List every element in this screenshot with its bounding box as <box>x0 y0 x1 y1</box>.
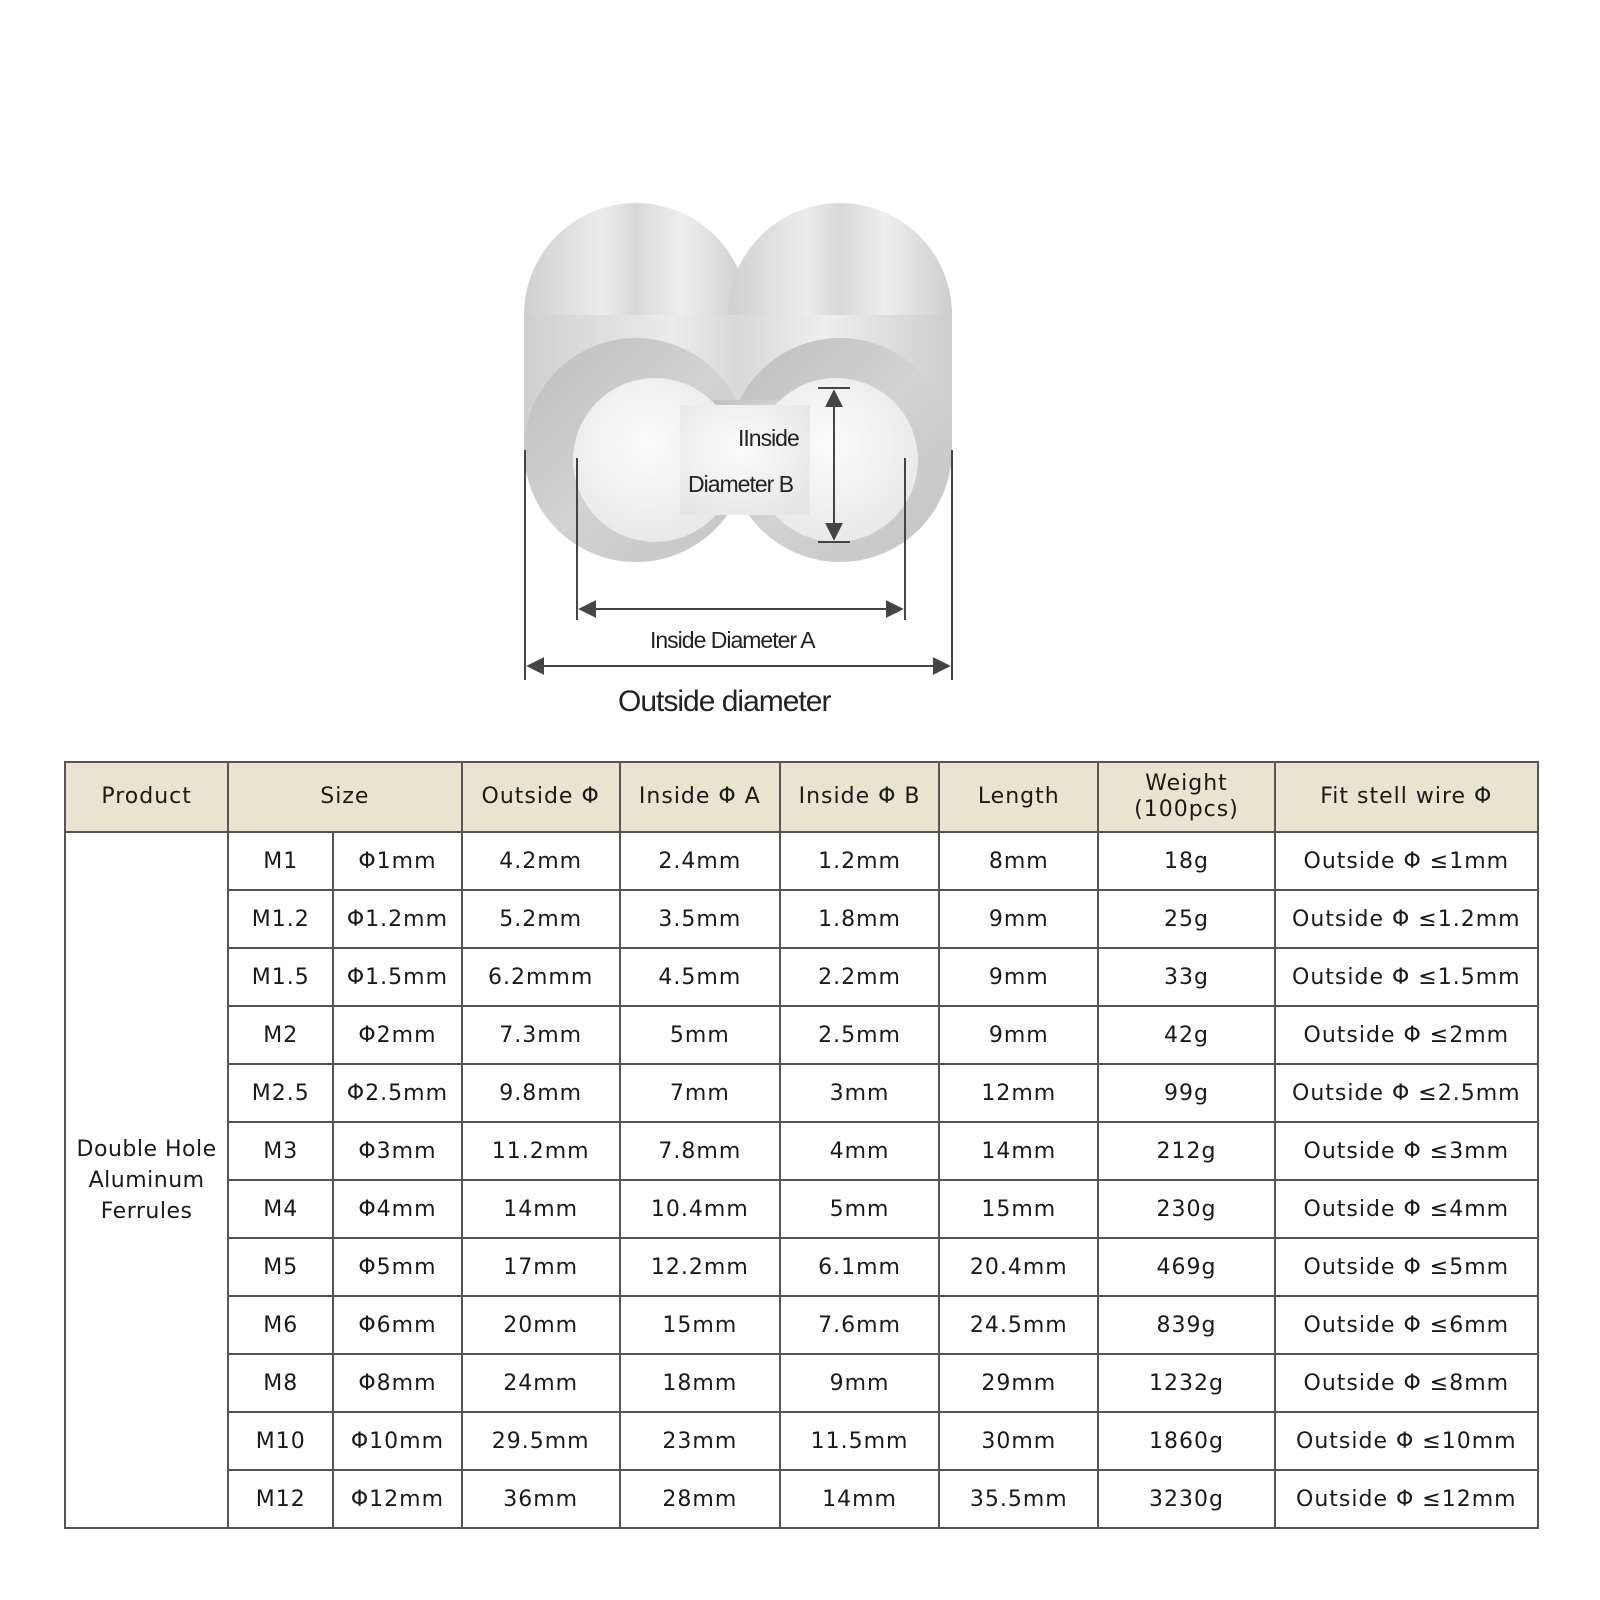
size-cell: Φ2mm <box>333 1006 461 1064</box>
table-row <box>65 832 1538 890</box>
header-outside: Outside Φ <box>462 762 620 832</box>
model-cell: M2.5 <box>228 1064 333 1122</box>
outside-cell: 11.2mm <box>462 1122 620 1180</box>
fit-wire-cell: Outside Φ ≤5mm <box>1275 1238 1538 1296</box>
inside-b-cell: 2.5mm <box>780 1006 939 1064</box>
weight-cell: 469g <box>1098 1238 1274 1296</box>
table-row <box>65 1064 1538 1122</box>
outside-cell: 29.5mm <box>462 1412 620 1470</box>
length-cell: 20.4mm <box>939 1238 1098 1296</box>
size-cell: Φ12mm <box>333 1470 461 1528</box>
size-cell: Φ1.2mm <box>333 890 461 948</box>
inside-b-cell: 5mm <box>780 1180 939 1238</box>
fit-wire-cell: Outside Φ ≤10mm <box>1275 1412 1538 1470</box>
model-cell: M3 <box>228 1122 333 1180</box>
size-cell: Φ2.5mm <box>333 1064 461 1122</box>
outside-cell: 5.2mm <box>462 890 620 948</box>
inside-a-cell: 7.8mm <box>620 1122 780 1180</box>
weight-cell: 230g <box>1098 1180 1274 1238</box>
inside-a-cell: 15mm <box>620 1296 780 1354</box>
weight-cell: 212g <box>1098 1122 1274 1180</box>
header-product: Product <box>65 762 228 832</box>
table-row <box>65 1122 1538 1180</box>
inside-b-cell: 9mm <box>780 1354 939 1412</box>
length-cell: 12mm <box>939 1064 1098 1122</box>
size-cell: Φ1mm <box>333 832 461 890</box>
weight-cell: 33g <box>1098 948 1274 1006</box>
model-cell: M6 <box>228 1296 333 1354</box>
length-cell: 30mm <box>939 1412 1098 1470</box>
weight-cell: 42g <box>1098 1006 1274 1064</box>
length-cell: 29mm <box>939 1354 1098 1412</box>
length-cell: 35.5mm <box>939 1470 1098 1528</box>
length-cell: 9mm <box>939 948 1098 1006</box>
size-cell: Φ3mm <box>333 1122 461 1180</box>
outside-cell: 20mm <box>462 1296 620 1354</box>
weight-cell: 1232g <box>1098 1354 1274 1412</box>
outside-cell: 6.2mmm <box>462 948 620 1006</box>
fit-wire-cell: Outside Φ ≤2.5mm <box>1275 1064 1538 1122</box>
length-cell: 14mm <box>939 1122 1098 1180</box>
inside-a-cell: 10.4mm <box>620 1180 780 1238</box>
model-cell: M1 <box>228 832 333 890</box>
table-row <box>65 890 1538 948</box>
outside-cell: 36mm <box>462 1470 620 1528</box>
inside-b-cell: 14mm <box>780 1470 939 1528</box>
table-row <box>65 1180 1538 1238</box>
length-cell: 24.5mm <box>939 1296 1098 1354</box>
model-cell: M2 <box>228 1006 333 1064</box>
fit-wire-cell: Outside Φ ≤3mm <box>1275 1122 1538 1180</box>
inside-b-cell: 7.6mm <box>780 1296 939 1354</box>
size-cell: Φ4mm <box>333 1180 461 1238</box>
inside-a-cell: 28mm <box>620 1470 780 1528</box>
model-cell: M1.2 <box>228 890 333 948</box>
inside-diameter-b-label-line2: Diameter B <box>688 471 794 497</box>
fit-wire-cell: Outside Φ ≤4mm <box>1275 1180 1538 1238</box>
model-cell: M8 <box>228 1354 333 1412</box>
outside-cell: 14mm <box>462 1180 620 1238</box>
model-cell: M10 <box>228 1412 333 1470</box>
outside-cell: 7.3mm <box>462 1006 620 1064</box>
model-cell: M4 <box>228 1180 333 1238</box>
product-name-cell: Double Hole Aluminum Ferrules <box>65 832 228 1528</box>
header-fit-wire: Fit stell wire Φ <box>1275 762 1538 832</box>
inside-b-cell: 4mm <box>780 1122 939 1180</box>
size-cell: Φ1.5mm <box>333 948 461 1006</box>
header-weight-line1: Weight <box>1145 771 1228 796</box>
inside-a-cell: 18mm <box>620 1354 780 1412</box>
table-row <box>65 1354 1538 1412</box>
fit-wire-cell: Outside Φ ≤12mm <box>1275 1470 1538 1528</box>
length-cell: 15mm <box>939 1180 1098 1238</box>
header-inside-a: Inside Φ A <box>620 762 780 832</box>
ferrule-diagram <box>0 0 1600 740</box>
table-row <box>65 1238 1538 1296</box>
header-size: Size <box>228 762 461 832</box>
table-row <box>65 1006 1538 1064</box>
inside-b-cell: 3mm <box>780 1064 939 1122</box>
header-weight <box>1098 762 1274 832</box>
fit-wire-cell: Outside Φ ≤8mm <box>1275 1354 1538 1412</box>
header-weight-line2: (100pcs) <box>1134 797 1239 822</box>
weight-cell: 3230g <box>1098 1470 1274 1528</box>
weight-cell: 839g <box>1098 1296 1274 1354</box>
table-header-row <box>65 762 1538 832</box>
fit-wire-cell: Outside Φ ≤1.2mm <box>1275 890 1538 948</box>
inside-diameter-a-label: Inside Diameter A <box>650 627 815 653</box>
header-length: Length <box>939 762 1098 832</box>
weight-cell: 18g <box>1098 832 1274 890</box>
spec-table <box>64 761 1539 1529</box>
fit-wire-cell: Outside Φ ≤1.5mm <box>1275 948 1538 1006</box>
length-cell: 9mm <box>939 1006 1098 1064</box>
fit-wire-cell: Outside Φ ≤6mm <box>1275 1296 1538 1354</box>
inside-a-cell: 3.5mm <box>620 890 780 948</box>
outside-cell: 4.2mm <box>462 832 620 890</box>
table-row <box>65 1412 1538 1470</box>
fit-wire-cell: Outside Φ ≤2mm <box>1275 1006 1538 1064</box>
outside-cell: 9.8mm <box>462 1064 620 1122</box>
weight-cell: 99g <box>1098 1064 1274 1122</box>
length-cell: 8mm <box>939 832 1098 890</box>
outside-diameter-label: Outside diameter <box>618 685 831 718</box>
inside-a-cell: 5mm <box>620 1006 780 1064</box>
inside-a-cell: 23mm <box>620 1412 780 1470</box>
inside-b-cell: 11.5mm <box>780 1412 939 1470</box>
inside-a-cell: 12.2mm <box>620 1238 780 1296</box>
table-row <box>65 1296 1538 1354</box>
inside-b-cell: 1.8mm <box>780 890 939 948</box>
fit-wire-cell: Outside Φ ≤1mm <box>1275 832 1538 890</box>
model-cell: M5 <box>228 1238 333 1296</box>
inside-a-cell: 2.4mm <box>620 832 780 890</box>
size-cell: Φ5mm <box>333 1238 461 1296</box>
size-cell: Φ10mm <box>333 1412 461 1470</box>
inside-b-cell: 2.2mm <box>780 948 939 1006</box>
table-row <box>65 948 1538 1006</box>
table-row <box>65 1470 1538 1528</box>
inside-a-cell: 7mm <box>620 1064 780 1122</box>
table-body <box>65 832 1538 1528</box>
inside-b-cell: 1.2mm <box>780 832 939 890</box>
model-cell: M12 <box>228 1470 333 1528</box>
inside-b-cell: 6.1mm <box>780 1238 939 1296</box>
outside-cell: 24mm <box>462 1354 620 1412</box>
header-inside-b: Inside Φ B <box>780 762 939 832</box>
inside-diameter-b-label-line1: IInside <box>738 425 799 451</box>
weight-cell: 1860g <box>1098 1412 1274 1470</box>
size-cell: Φ6mm <box>333 1296 461 1354</box>
length-cell: 9mm <box>939 890 1098 948</box>
weight-cell: 25g <box>1098 890 1274 948</box>
size-cell: Φ8mm <box>333 1354 461 1412</box>
outside-cell: 17mm <box>462 1238 620 1296</box>
inside-a-cell: 4.5mm <box>620 948 780 1006</box>
model-cell: M1.5 <box>228 948 333 1006</box>
